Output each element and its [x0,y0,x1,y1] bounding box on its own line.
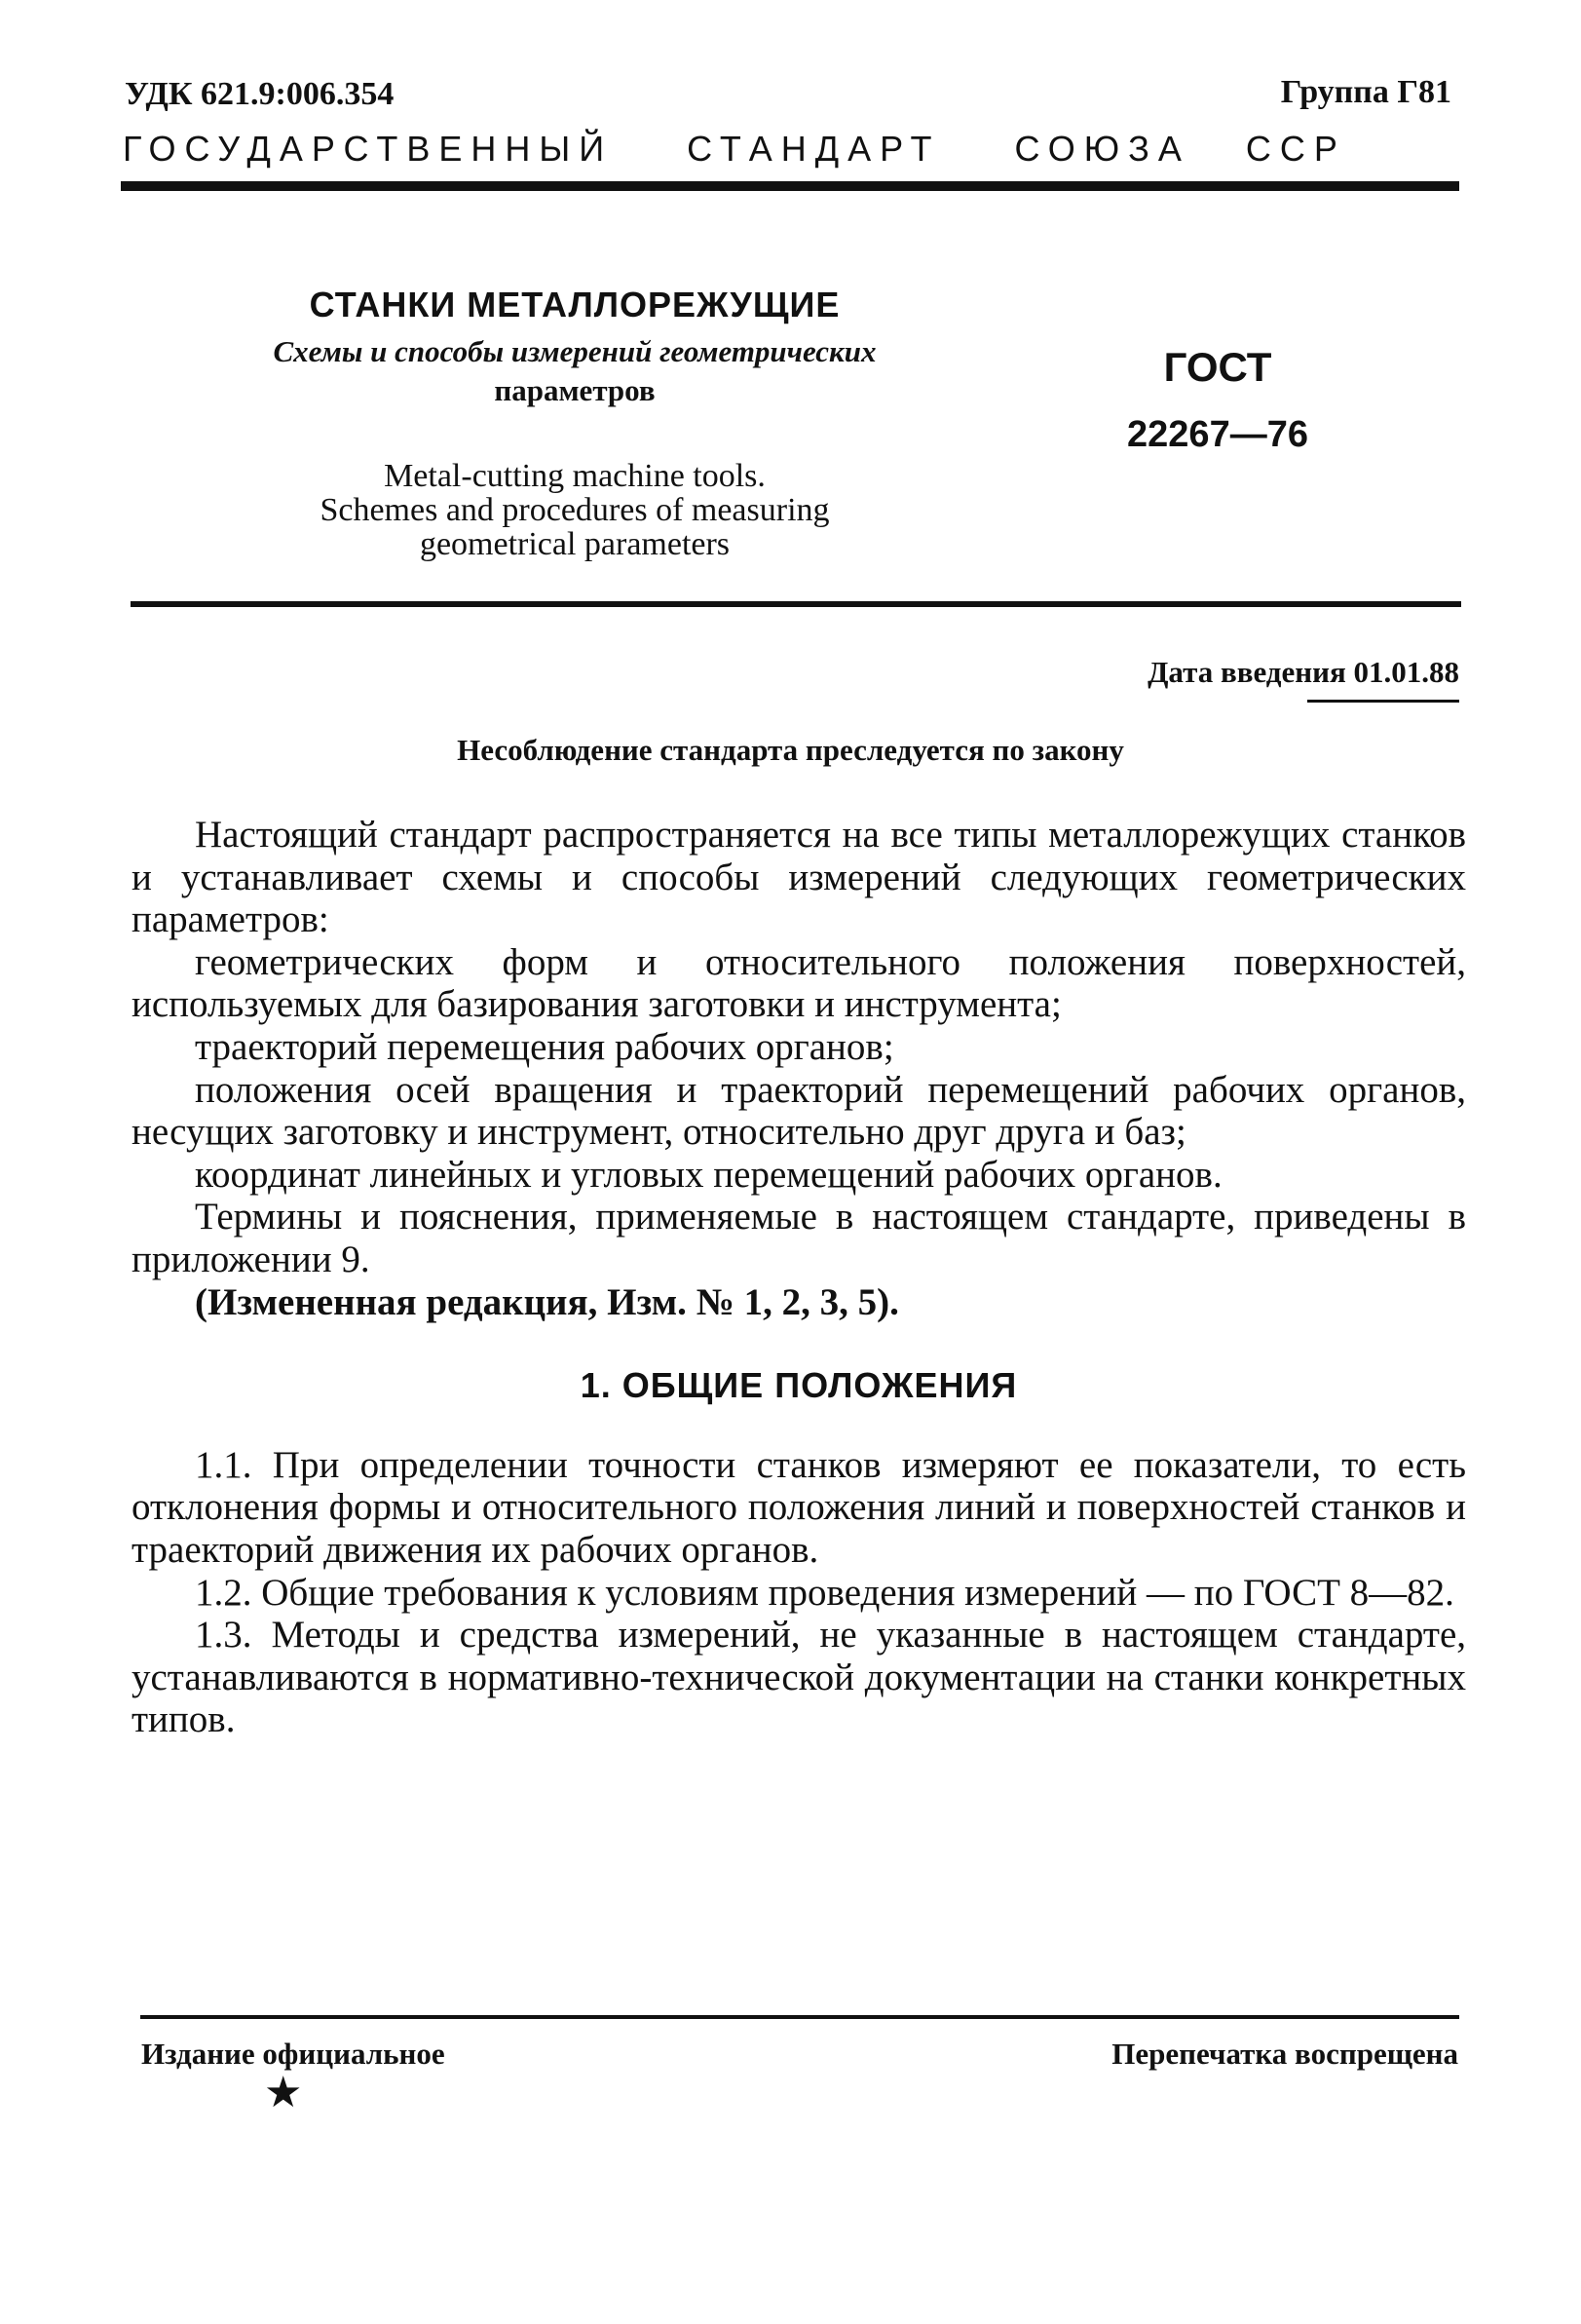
footer-rule [140,2015,1459,2019]
english-title-2: Schemes and procedures of measuring [320,492,830,528]
banner-word: ССР [1245,129,1346,169]
scope-item: траекторий перемещения рабочих органов; [195,1025,894,1068]
state-standard-banner [123,129,1457,170]
revision-note: (Измененная редакция, Изм. № 1, 2, 3, 5). [195,1280,899,1323]
document-body [132,814,1466,1741]
udk-code: УДК 621.9:006.354 [125,76,395,112]
reprint-prohibited: Перепечатка воспрещена [1111,2037,1458,2071]
standard-subtitle-2: параметров [494,373,656,407]
top-rule [121,181,1459,191]
scope-item: координат линейных и угловых перемещений рабочих органов. [195,1153,1223,1196]
scope-item: положения осей вращения и траекторий перемещений рабочих органов, несущих заготовку и инструмент, относительно друг друга и баз; [132,1068,1466,1154]
star-icon: ★ [264,2068,303,2117]
standard-title: СТАНКИ МЕТАЛЛОРЕЖУЩИЕ [309,285,841,324]
clause-1-1: 1.1. При определении точности станков измеряют ее показатели, то есть отклонения формы и относительного положения линий и поверхностей станков и траекторий движения их рабочих органов. [132,1443,1466,1571]
english-title-3: geometrical parameters [419,526,731,562]
standard-subtitle: Схемы и способы измерений геометрических [273,334,877,368]
date-underline [1307,700,1459,703]
gost-label: ГОСТ [1163,344,1272,390]
legal-warning: Несоблюдение стандарта преследуется по закону [457,733,1124,767]
official-edition: Издание официальное [141,2037,445,2071]
scope-item: геометрических форм и относительного положения поверхностей, используемых для базирования заготовки и инструмента; [132,940,1466,1026]
banner-word: СОЮЗА [1014,129,1190,169]
title-rule [131,601,1461,607]
introduction-date: Дата введения 01.01.88 [1148,655,1459,689]
clause-1-2: 1.2. Общие требования к условиям проведения измерений — по ГОСТ 8—82. [195,1571,1454,1614]
group-code: Группа Г81 [1280,74,1451,110]
banner-word: ГОСУДАРСТВЕННЫЙ [123,129,614,169]
terms-paragraph: Термины и пояснения, применяемые в настоящем стандарте, приведены в приложении 9. [132,1196,1466,1280]
banner-word: СТАНДАРТ [687,129,941,169]
gost-number: 22267—76 [1127,414,1308,455]
english-title-1: Metal-cutting machine tools. [384,458,766,494]
intro-paragraph: Настоящий стандарт распространяется на все типы металлорежущих станков и устанавливает схемы и способы измерений следующих геометрических параметров: [132,814,1466,941]
clause-1-3: 1.3. Методы и средства измерений, не указанные в настоящем стандарте, устанавливаются в нормативно-технической документации на станки конкретных типов. [132,1614,1466,1741]
section-heading: 1. ОБЩИЕ ПОЛОЖЕНИЯ [580,1365,1018,1406]
